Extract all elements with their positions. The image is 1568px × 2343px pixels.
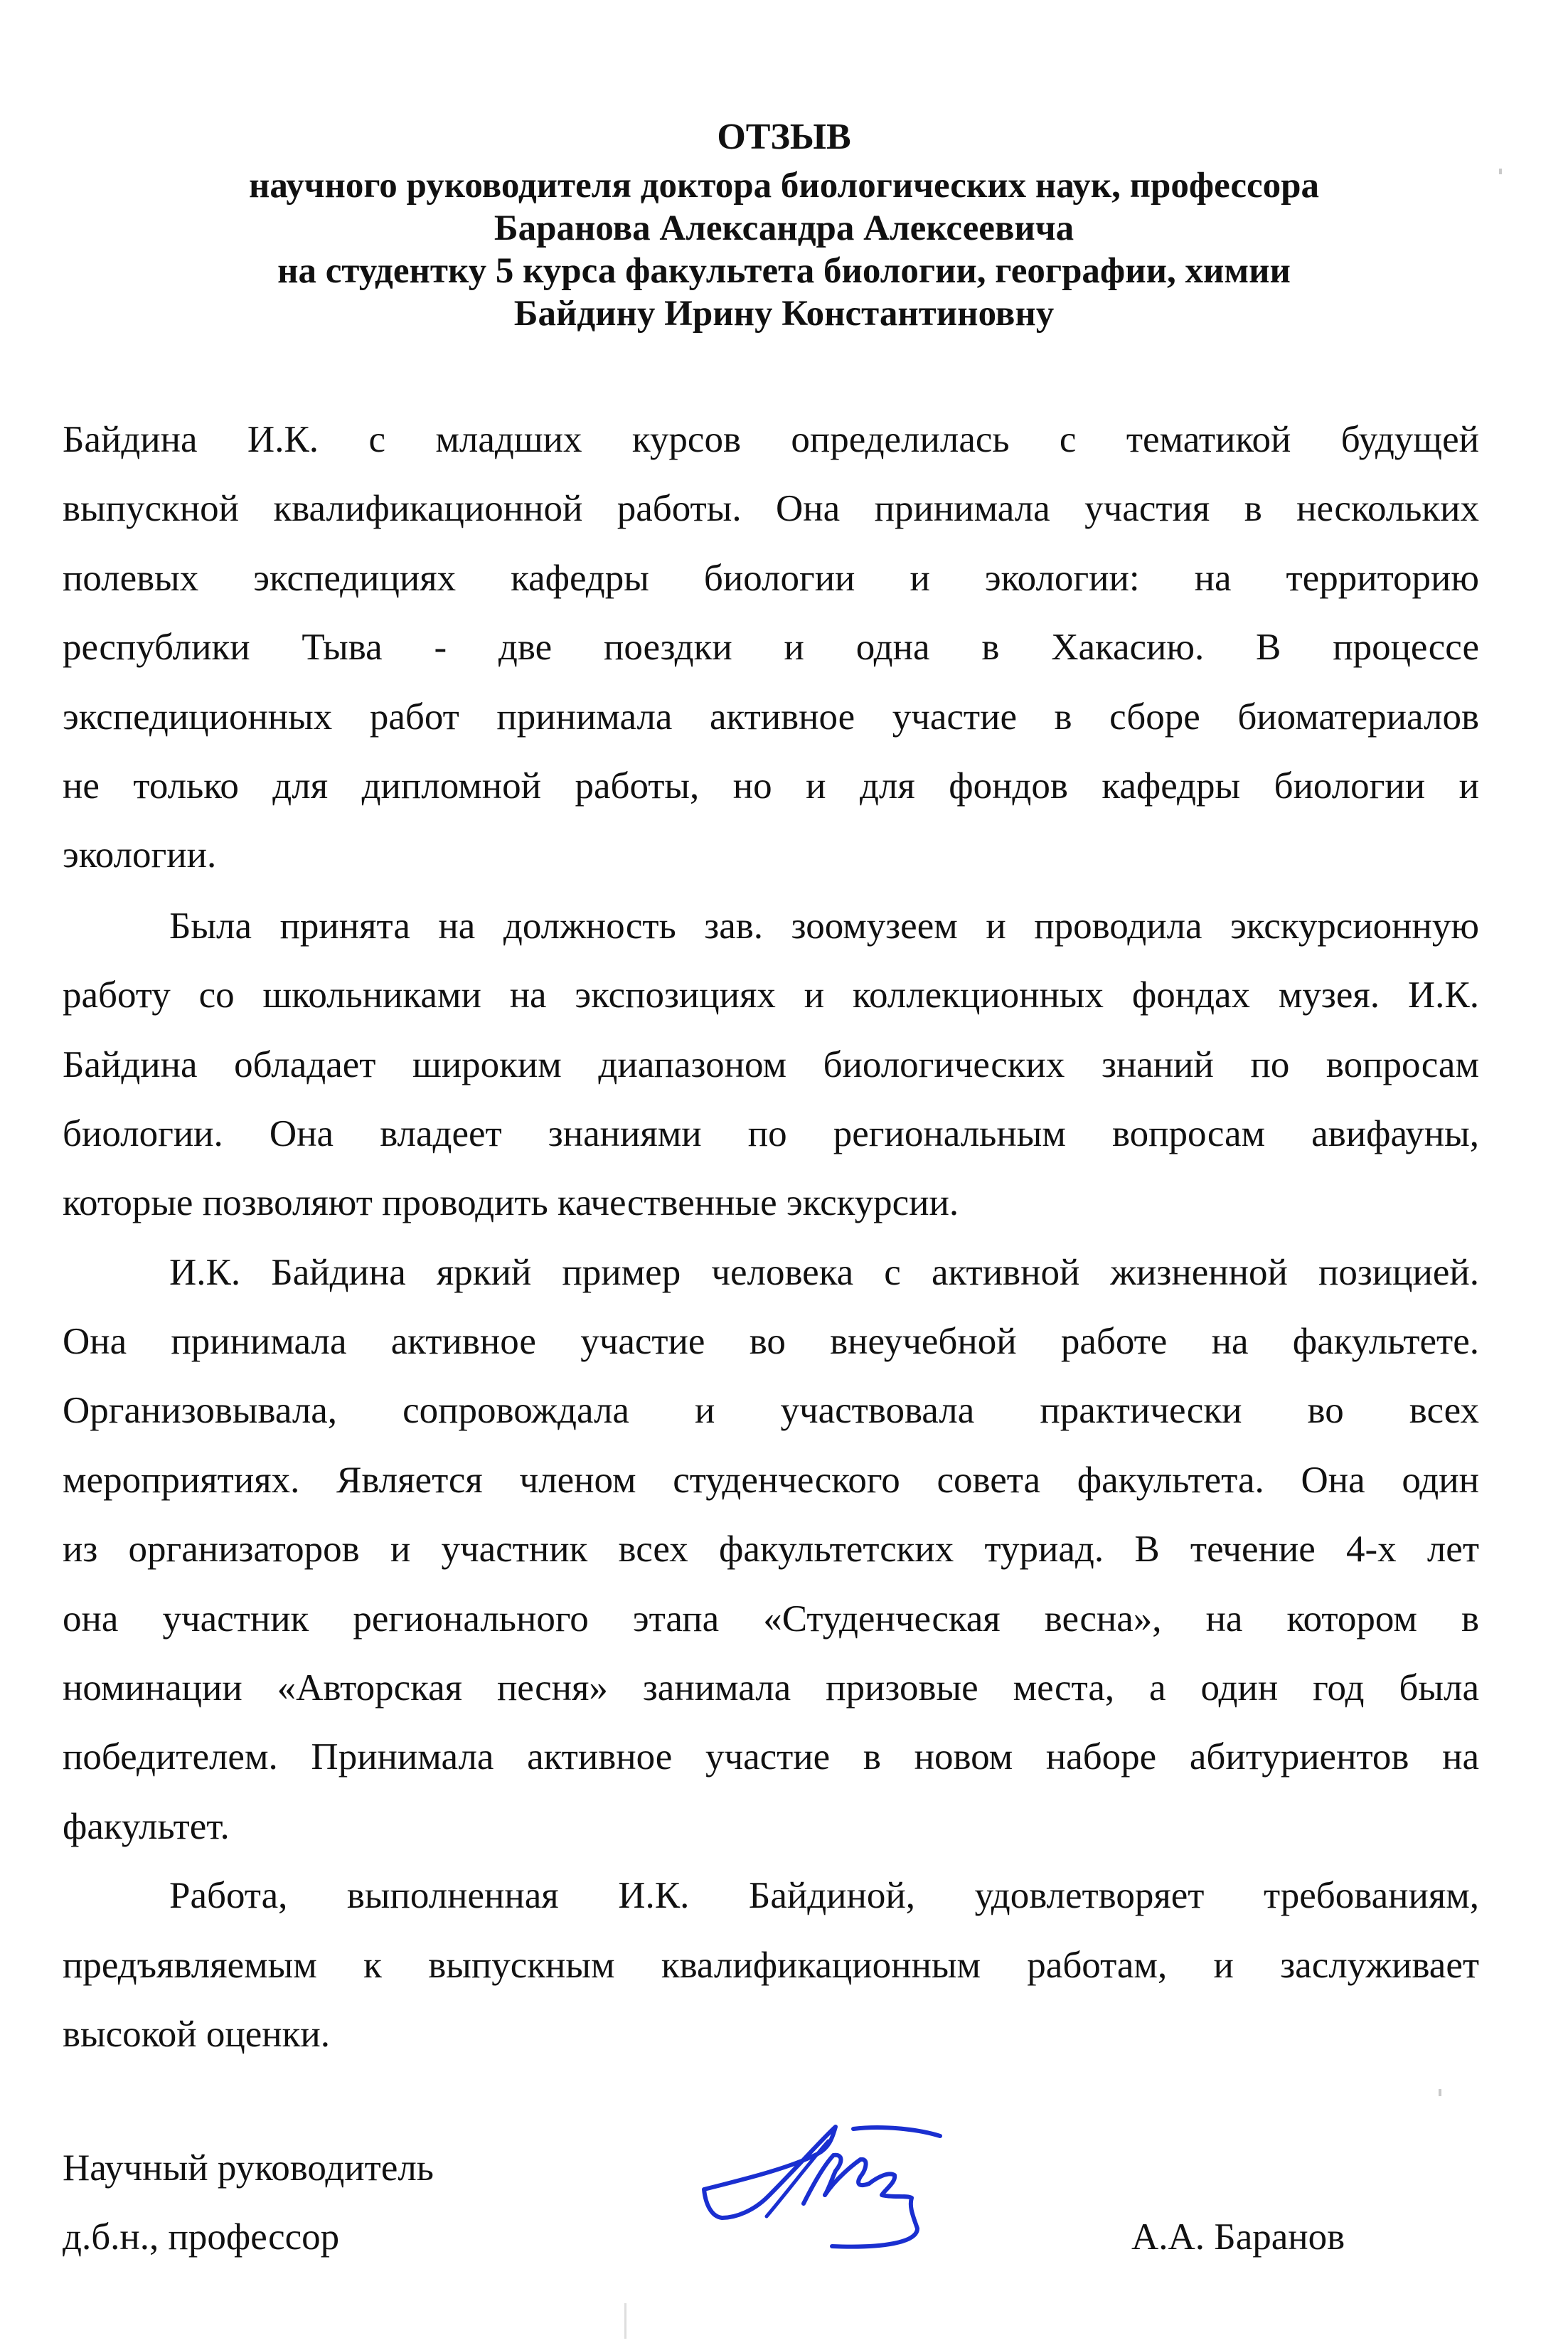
signature-stroke bbox=[704, 2127, 836, 2218]
document-title: ОТЗЫВ bbox=[717, 117, 851, 157]
text-line: Она принимала активное участие во внеучебной работе на факультете. bbox=[63, 1321, 1479, 1363]
signature-stroke bbox=[832, 2174, 917, 2246]
text-line: победителем. Принимала активное участие в новом наборе абитуриентов на bbox=[63, 1736, 1479, 1778]
text-line: Байдина И.К. с младших курсов определилась с тематикой будущей bbox=[63, 419, 1479, 460]
paragraph-social-activity bbox=[63, 1238, 1479, 1862]
paragraph-zoomuseum bbox=[63, 892, 1479, 1238]
text-line: полевых экспедициях кафедры биологии и экологии: на территорию bbox=[63, 557, 1479, 599]
text-line: не только для дипломной работы, но и для фондов кафедры биологии и bbox=[63, 765, 1479, 807]
heading-line-supervisor: научного руководителя доктора биологических наук, профессора bbox=[248, 166, 1320, 206]
signature-stroke bbox=[853, 2127, 940, 2136]
text-line: Была принята на должность зав. зоомузеем и проводила экскурсионную bbox=[169, 905, 1479, 947]
text-line: экспедиционных работ принимала активное участие в сборе биоматериалов bbox=[63, 696, 1479, 738]
supervisor-name: А.А. Баранов bbox=[1131, 2216, 1345, 2258]
supervisor-degree-label: д.б.н., профессор bbox=[63, 2216, 340, 2258]
text-line: из организаторов и участник всех факультетских туриад. В течение 4-х лет bbox=[63, 1529, 1479, 1571]
document-heading bbox=[0, 116, 1568, 335]
text-line: Байдина обладает широким диапазоном биологических знаний по вопросам bbox=[63, 1043, 1479, 1085]
handwritten-signature-icon bbox=[683, 2111, 953, 2260]
scan-speck bbox=[1439, 2089, 1441, 2096]
text-line: мероприятиях. Является членом студенческого совета факультета. Она один bbox=[63, 1459, 1479, 1501]
text-line: экологии. bbox=[63, 834, 217, 876]
text-line: номинации «Авторская песня» занимала призовые места, а один год была bbox=[63, 1667, 1479, 1709]
heading-line-supervisor-name: Баранова Александра Алексеевича bbox=[494, 208, 1074, 248]
supervisor-role-label: Научный руководитель bbox=[63, 2147, 434, 2189]
text-line: которые позволяют проводить качественные экскурсии. bbox=[63, 1182, 959, 1224]
text-line: работу со школьниками на экспозициях и коллекционных фондах музея. И.К. bbox=[63, 974, 1479, 1016]
paragraph-expeditions bbox=[63, 405, 1479, 891]
paragraph-conclusion bbox=[63, 1861, 1479, 2069]
text-line: факультет. bbox=[63, 1805, 230, 1847]
text-line: биологии. Она владеет знаниями по региональным вопросам авифауны, bbox=[63, 1112, 1479, 1154]
heading-line-student-name: Байдину Ирину Константиновну bbox=[513, 294, 1055, 334]
text-line: Организовывала, сопровождала и участвовала практически во всех bbox=[63, 1390, 1479, 1432]
text-line: она участник регионального этапа «Студенческая весна», на котором в bbox=[63, 1598, 1479, 1640]
text-line: предъявляемым к выпускным квалификационным работам, и заслуживает bbox=[63, 1944, 1479, 1986]
text-line: республики Тыва - две поездки и одна в Хакасию. В процессе bbox=[63, 627, 1479, 669]
text-line: И.К. Байдина яркий пример человека с активной жизненной позицией. bbox=[169, 1251, 1479, 1293]
text-line: высокой оценки. bbox=[63, 2013, 330, 2055]
document-body bbox=[63, 405, 1479, 2069]
text-line: выпускной квалификационной работы. Она принимала участия в нескольких bbox=[63, 488, 1479, 530]
heading-line-student-course: на студентку 5 курса факультета биологии, географии, химии bbox=[277, 251, 1291, 291]
scan-speck bbox=[624, 2303, 626, 2339]
scan-speck bbox=[1499, 169, 1502, 174]
text-line: Работа, выполненная И.К. Байдиной, удовлетворяет требованиям, bbox=[169, 1875, 1479, 1917]
